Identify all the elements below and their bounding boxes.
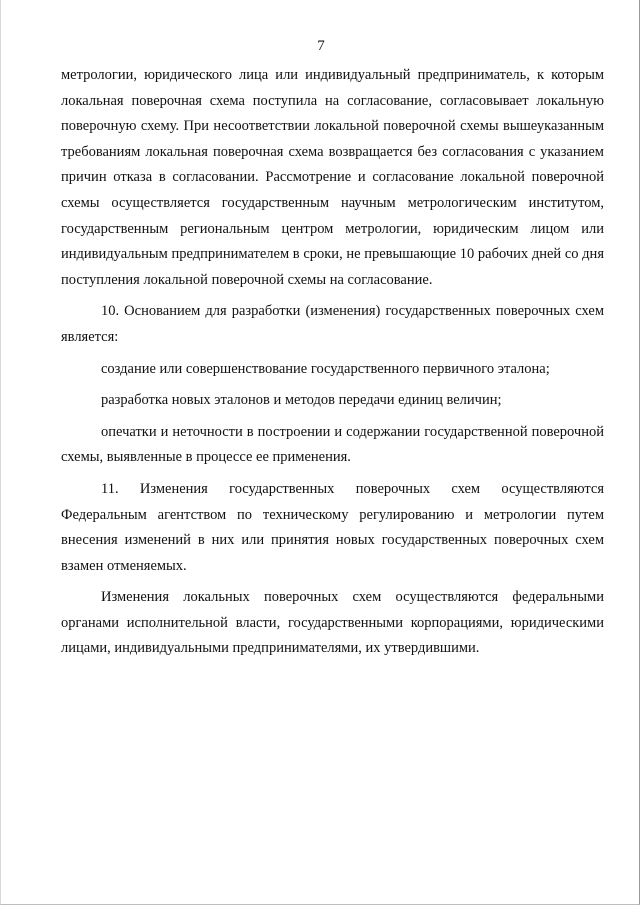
paragraph-item-10: 10. Основанием для разработки (изменения) государственных поверочных схем является: (61, 303, 604, 345)
paragraph-subitem-errors: опечатки и неточности в построении и содержании государственной поверочной схемы, выявленные в процессе ее применения. (61, 423, 604, 466)
paragraph-item-11: 11. Изменения государственных поверочных схем осуществляются Федеральным агентством по техническому регулированию и метрологии путем внесения изменений в них или принятия новых государственных поверочных схем взамен отменяемых. (61, 480, 604, 574)
paragraph-subitem-methods: разработка новых эталонов и методов передачи единиц величин; (101, 392, 502, 409)
paragraph-continuation: метрологии, юридического лица или индивидуальный предприниматель, к которым локальная поверочная схема поступила на согласование, согласовывает локальную поверочную схему. При несоответствии локальной поверочной схемы вышеуказанным требованиям локальная поверочная схема возвращается без согласования с указанием причин отказа в согласовании. Рассмотрение и согласование локальной поверочной схемы осуществляется государственным научным метрологическим институтом, государственным региональным центром метрологии, юридическим лицом или индивидуальным предпринимателем в сроки, не превышающие 10 рабочих дней со дня поступления локальной поверочной схемы на согласование. (61, 67, 604, 288)
paragraph-subitem-etalon: создание или совершенствование государственного первичного эталона; (101, 360, 550, 377)
paragraph-local-changes: Изменения локальных поверочных схем осуществляются федеральными органами исполнительной власти, государственными корпорациями, юридическими лицами, индивидуальными предпринимателями, их утвердившими. (61, 589, 604, 657)
document-body (61, 63, 604, 662)
page-number: 7 (317, 38, 325, 54)
